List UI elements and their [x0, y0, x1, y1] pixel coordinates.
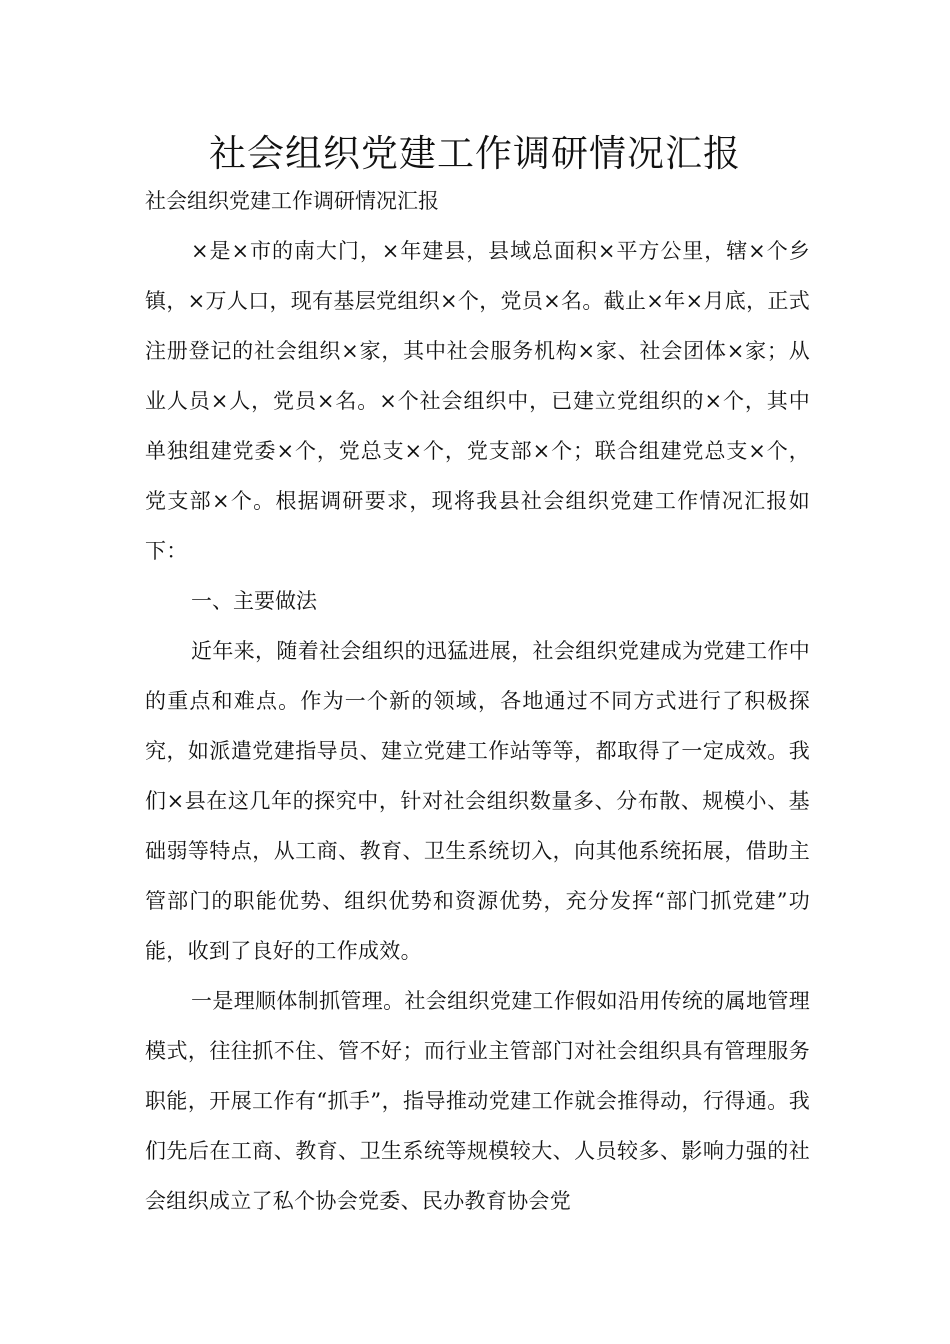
paragraph-intro: ×是×市的南大门，×年建县，县域总面积×平方公里，辖×个乡镇，×万人口，现有基层党组织×个，党员×名。截止×年×月底，正式注册登记的社会组织×家，其中社会服务机构×家、社会团体×家；从业人员×人，党员×名。×个社会组织中，已建立党组织的×个，其中单独组建党委×个，党总支×个，党支部×个；联合组建党总支×个，党支部×个。根据调研要求，现将我县社会组织党建工作情况汇报如下：: [145, 239, 810, 563]
paragraph-point-one: 一是理顺体制抓管理。社会组织党建工作假如沿用传统的属地管理模式，往往抓不住、管不好；而行业主管部门对社会组织具有管理服务职能，开展工作有“抓手”，指导推动党建工作就会推得动，行得通。我们先后在工商、教育、卫生系统等规模较大、人员较多、影响力强的社会组织成立了私个协会党委、民办教育协会党: [145, 989, 810, 1213]
document-title: 社会组织党建工作调研情况汇报: [209, 132, 741, 175]
paragraph-overview: 近年来，随着社会组织的迅猛进展，社会组织党建成为党建工作中的重点和难点。作为一个新的领域，各地通过不同方式进行了积极探究，如派遣党建指导员、建立党建工作站等等，都取得了一定成效。我们×县在这几年的探究中，针对社会组织数量多、分布散、规模小、基础弱等特点，从工商、教育、卫生系统切入，向其他系统拓展，借助主管部门的职能优势、组织优势和资源优势，充分发挥“部门抓党建”功能，收到了良好的工作成效。: [145, 639, 810, 963]
document-subtitle: 社会组织党建工作调研情况汇报: [145, 189, 439, 213]
section-heading: 一、主要做法: [191, 589, 317, 613]
document-body: [145, 226, 810, 1226]
